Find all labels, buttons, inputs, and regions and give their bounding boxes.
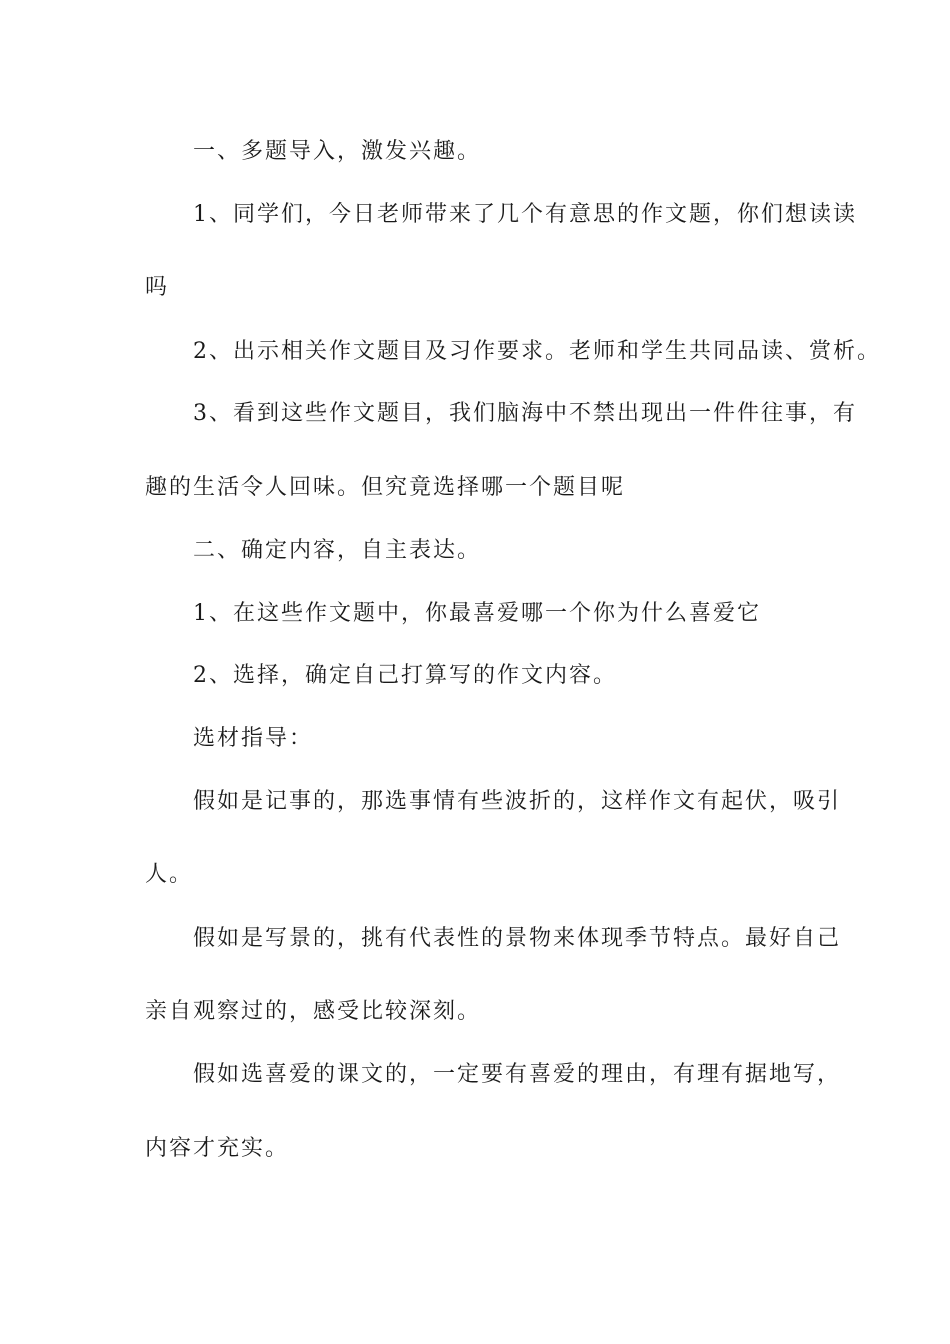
subheading: 选材指导： (193, 726, 314, 751)
paragraph-line: 吗 (145, 275, 170, 300)
section-heading-2: 二、确定内容，自主表达。 (193, 538, 482, 563)
paragraph-line: 假如是写景的，挑有代表性的景物来体现季节特点。最好自己 (193, 926, 842, 951)
paragraph-line: 人。 (145, 862, 194, 887)
paragraph-line: 3、看到这些作文题目，我们脑海中不禁出现出一件件往事，有 (193, 401, 857, 426)
paragraph-line: 假如是记事的，那选事情有些波折的，这样作文有起伏，吸引 (193, 789, 842, 814)
paragraph-line: 假如选喜爱的课文的，一定要有喜爱的理由，有理有据地写， (193, 1062, 842, 1087)
paragraph-line: 1、同学们，今日老师带来了几个有意思的作文题，你们想读读 (193, 202, 857, 227)
section-heading-1: 一、多题导入，激发兴趣。 (193, 139, 482, 164)
paragraph-line: 1、在这些作文题中，你最喜爱哪一个你为什么喜爱它 (193, 601, 761, 626)
paragraph-line: 亲自观察过的，感受比较深刻。 (145, 999, 482, 1024)
paragraph-line: 2、出示相关作文题目及习作要求。老师和学生共同品读、赏析。 (193, 339, 881, 364)
paragraph-line: 2、选择，确定自己打算写的作文内容。 (193, 663, 617, 688)
paragraph-line: 趣的生活令人回味。但究竟选择哪一个题目呢 (145, 475, 626, 500)
paragraph-line: 内容才充实。 (145, 1136, 290, 1161)
